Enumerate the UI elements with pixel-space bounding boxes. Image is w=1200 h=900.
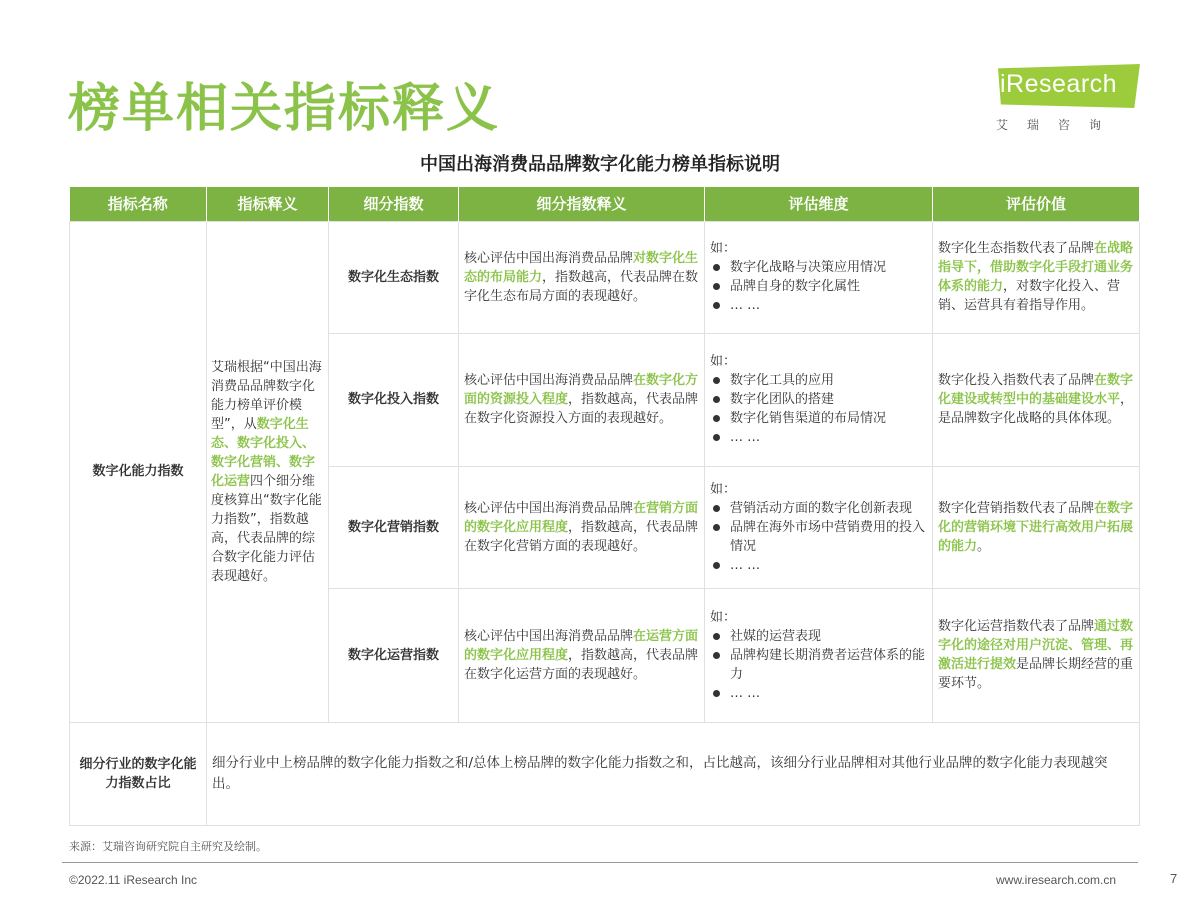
- value-text: 数字化营销指数代表了品牌: [938, 500, 1095, 516]
- value-highlight: 在数字化的营销环境下进行高效用户拓展的能力: [938, 500, 1134, 554]
- indicator-desc-cell: [207, 221, 329, 722]
- indicator-desc-highlight: 数字化生态、数字化投入、数字化营销、数字化运营: [211, 416, 316, 489]
- header-sub-index: 细分指数: [329, 187, 459, 221]
- indicator-desc-text: 艾瑞根据“中国出海消费品品牌数字化能力榜单评价模型”，从: [211, 359, 322, 432]
- indicator-table: [69, 187, 1140, 826]
- dims-list: [710, 499, 927, 575]
- desc-text: 核心评估中国出海消费品品牌: [464, 628, 634, 644]
- list-item: 数字化团队的搭建: [710, 390, 927, 409]
- iresearch-logo: [992, 62, 1142, 134]
- value-highlight: 在数字化建设或转型中的基础建设水平: [938, 373, 1134, 407]
- value-text: 数字化运营指数代表了品牌: [938, 619, 1095, 634]
- value-cell: [933, 333, 1140, 466]
- website-link[interactable]: www.iresearch.com.cn: [996, 873, 1117, 887]
- header-dimensions: 评估维度: [705, 187, 933, 221]
- list-item: … …: [710, 296, 927, 315]
- desc-text-post: ，指数越高，代表品牌在数字化生态布局方面的表现越好。: [464, 269, 699, 304]
- list-item: 品牌自身的数字化属性: [710, 277, 927, 296]
- table-title: 中国出海消费品品牌数字化能力榜单指标说明: [420, 154, 780, 175]
- indicator-name-cell: 数字化能力指数: [70, 221, 207, 722]
- header-sub-index-desc: 细分指数释义: [459, 187, 705, 221]
- desc-text-post: ，指数越高，代表品牌在数字化运营方面的表现越好。: [464, 647, 699, 682]
- dimensions-cell: [705, 466, 933, 588]
- list-item: … …: [710, 428, 927, 447]
- logo-subtitle: 艾瑞咨询: [996, 118, 1121, 132]
- dimensions-cell: [705, 333, 933, 466]
- bottom-desc-cell: 细分行业中上榜品牌的数字化能力指数之和/总体上榜品牌的数字化能力指数之和，占比越高，该细分行业品牌相对其他行业品牌的数字化能力表现越突出。: [207, 722, 1140, 825]
- sub-index-cell: 数字化营销指数: [329, 466, 459, 588]
- value-highlight: 通过数字化的途径对用户沉淀、管理、再激活进行提效: [938, 619, 1134, 672]
- sub-index-desc-cell: [459, 221, 705, 333]
- header-value: 评估价值: [933, 187, 1140, 221]
- desc-text-post: ，指数越高，代表品牌在数字化营销方面的表现越好。: [464, 519, 699, 554]
- sub-index-cell: 数字化生态指数: [329, 221, 459, 333]
- header-indicator-name: 指标名称: [70, 187, 207, 221]
- dimensions-cell: [705, 588, 933, 722]
- bottom-label-cell: 细分行业的数字化能力指数占比: [70, 722, 207, 825]
- list-item: 品牌构建长期消费者运营体系的能力: [710, 646, 927, 684]
- desc-highlight: 在运营方面的数字化应用程度: [464, 628, 699, 663]
- sub-index-desc-cell: [459, 466, 705, 588]
- dims-intro: 如：: [710, 354, 737, 369]
- value-cell: [933, 588, 1140, 722]
- dims-list: [710, 258, 927, 315]
- dims-intro: 如：: [710, 481, 737, 497]
- list-item: 数字化工具的应用: [710, 371, 927, 390]
- sub-index-cell: 数字化投入指数: [329, 333, 459, 466]
- sub-index-cell: 数字化运营指数: [329, 588, 459, 722]
- dims-intro: 如：: [710, 609, 737, 625]
- desc-highlight: 对数字化生态的布局能力: [464, 250, 699, 285]
- logo-text: iResearch: [1000, 70, 1118, 98]
- sub-index-desc-cell: [459, 333, 705, 466]
- indicator-desc-text-2: 四个细分维度核算出“数字化能力指数”，指数越高，代表品牌的综合数字化能力评估表现越好。: [211, 473, 322, 584]
- footer-divider: [62, 862, 1138, 863]
- copyright: ©2022.11 iResearch Inc: [69, 873, 198, 887]
- value-text-post: 是品牌长期经营的重要环节。: [938, 657, 1134, 691]
- table-row: [70, 221, 1140, 333]
- desc-text-post: ，指数越高，代表品牌在数字化资源投入方面的表现越好。: [464, 392, 699, 426]
- dims-list: [710, 371, 927, 447]
- table-row-bottom: [70, 722, 1140, 825]
- value-text-post: 。: [977, 538, 991, 554]
- value-text: 数字化生态指数代表了品牌: [938, 241, 1095, 256]
- value-text-post: ，是品牌数字化战略的具体体现。: [938, 392, 1134, 426]
- source-note: 来源：艾瑞咨询研究院自主研究及绘制。: [69, 840, 267, 853]
- value-text: 数字化投入指数代表了品牌: [938, 373, 1095, 388]
- list-item: 数字化战略与决策应用情况: [710, 258, 927, 277]
- value-text-post: ，对数字化投入、营销、运营具有着指导作用。: [938, 279, 1121, 313]
- value-cell: [933, 221, 1140, 333]
- list-item: 品牌在海外市场中营销费用的投入情况: [710, 518, 927, 556]
- sub-index-desc-cell: [459, 588, 705, 722]
- dimensions-cell: [705, 221, 933, 333]
- desc-text: 核心评估中国出海消费品品牌: [464, 250, 634, 266]
- page-title: 榜单相关指标释义: [68, 79, 501, 139]
- list-item: … …: [710, 556, 927, 575]
- list-item: … …: [710, 684, 927, 703]
- desc-highlight: 在数字化方面的资源投入程度: [464, 373, 699, 407]
- page-number: 7: [1170, 871, 1178, 886]
- dims-intro: 如：: [710, 241, 737, 256]
- list-item: 营销活动方面的数字化创新表现: [710, 499, 927, 518]
- list-item: 社媒的运营表现: [710, 627, 927, 646]
- header-indicator-desc: 指标释义: [207, 187, 329, 221]
- desc-text: 核心评估中国出海消费品品牌: [464, 500, 634, 516]
- desc-text: 核心评估中国出海消费品品牌: [464, 373, 634, 388]
- value-cell: [933, 466, 1140, 588]
- dims-list: [710, 627, 927, 703]
- desc-highlight: 在营销方面的数字化应用程度: [464, 500, 699, 535]
- table-header-row: [70, 187, 1140, 221]
- list-item: 数字化销售渠道的布局情况: [710, 409, 927, 428]
- value-highlight: 在战略指导下，借助数字化手段打通业务体系的能力: [938, 241, 1134, 294]
